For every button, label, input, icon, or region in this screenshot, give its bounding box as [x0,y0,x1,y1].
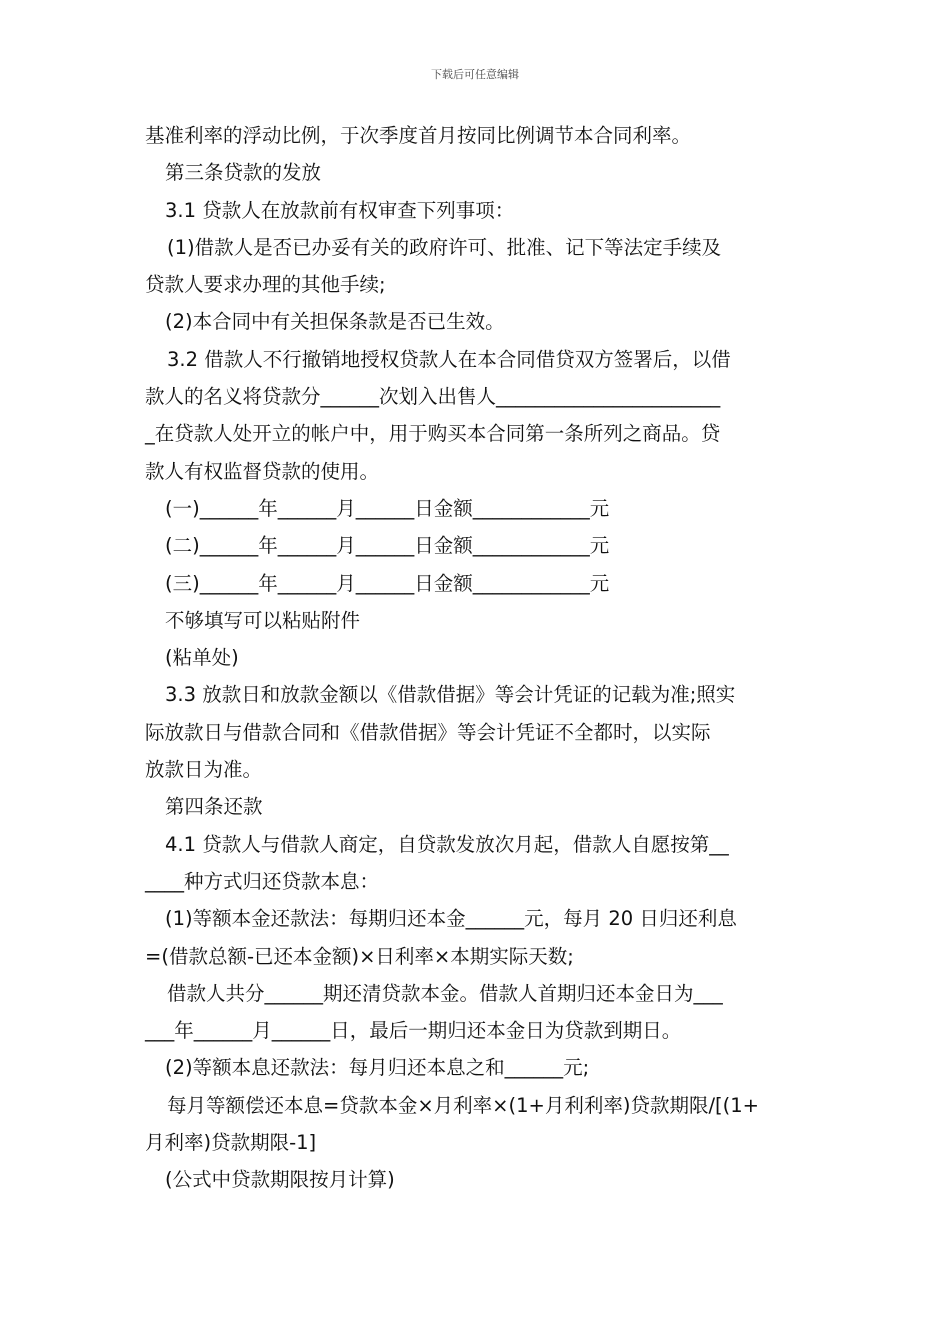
formula-line: 每月等额偿还本息=贷款本金×月利率×(1+月利利率)贷款期限/[(1+ [167,1093,760,1117]
paragraph-line: (1)等额本金还款法：每期归还本金______元，每月 20 日归还利息 [165,907,737,931]
paragraph-line: 款人有权监督贷款的使用。 [145,459,380,483]
paragraph-line: 贷款人要求办理的其他手续; [145,273,386,297]
paragraph-line: ___年______月______日，最后一期归还本金日为贷款到期日。 [145,1019,682,1043]
document-body [145,117,807,1199]
payment-schedule-line: (二)______年______月______日金额____________元 [165,534,610,558]
paragraph-line: 放款日为准。 [145,758,263,782]
paragraph-line: (2)等额本息还款法：每月归还本息之和______元; [165,1056,590,1080]
paragraph-line: (2)本合同中有关担保条款是否已生效。 [165,310,505,334]
paragraph-line: (1)借款人是否已办妥有关的政府许可、批准、记下等法定手续及 [167,235,722,259]
paragraph-line: 借款人共分______期还清贷款本金。借款人首期归还本金日为___ [167,981,723,1005]
paragraph-line: _在贷款人处开立的帐户中，用于购买本合同第一条所列之商品。贷 [145,422,721,446]
paragraph-line: (公式中贷款期限按月计算) [165,1168,395,1192]
paragraph-line: 3.3 放款日和放款金额以《借款借据》等会计凭证的记载为准;照实 [165,683,736,707]
paragraph-line: 际放款日与借款合同和《借款借据》等会计凭证不全都时，以实际 [145,720,711,744]
paragraph-line: 款人的名义将贷款分______次划入出售人_______________________ [145,385,721,409]
paragraph-line: 基准利率的浮动比例，于次季度首月按同比例调节本合同利率。 [145,124,692,147]
paragraph-line: 3.2 借款人不行撤销地授权贷款人在本合同借贷双方签署后，以借 [167,347,731,371]
section-heading: 第三条贷款的发放 [165,161,322,185]
formula-line: 月利率)贷款期限-1] [145,1131,317,1155]
section-heading: 第四条还款 [165,795,263,819]
paragraph-line: 不够填写可以粘贴附件 [165,608,361,632]
payment-schedule-line: (三)______年______月______日金额____________元 [165,571,610,595]
clause-heading: 3.1 贷款人在放款前有权审查下列事项： [165,198,515,222]
paragraph-line: (粘单处) [165,646,239,670]
payment-schedule-line: (一)______年______月______日金额____________元 [165,496,610,520]
paragraph-line: ____种方式归还贷款本息： [145,869,380,893]
clause-heading: 4.1 贷款人与借款人商定，自贷款发放次月起，借款人自愿按第__ [165,832,729,856]
paragraph-line: =(借款总额-已还本金额)×日利率×本期实际天数; [145,944,574,968]
page-header: 下载后可任意编辑 [431,68,519,81]
